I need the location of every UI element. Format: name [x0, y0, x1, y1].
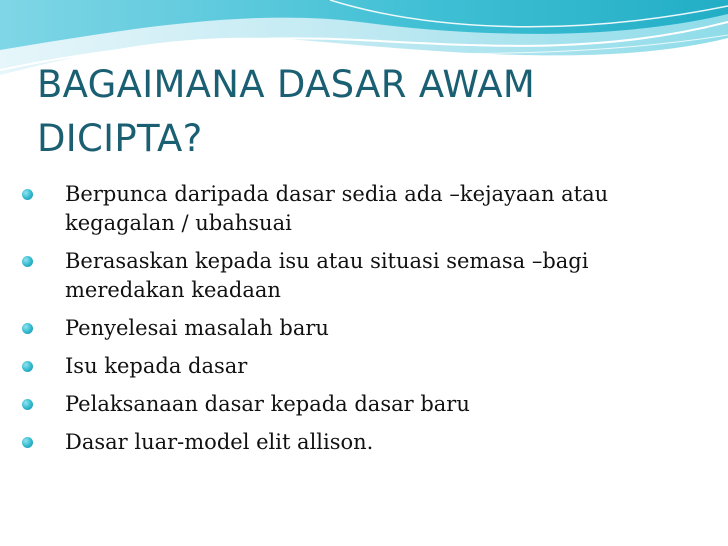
- bullet-dot-icon: [22, 323, 33, 334]
- bullet-item: [20, 390, 660, 419]
- bullet-text: Dasar luar-model elit allison.: [65, 430, 374, 454]
- bullet-dot-icon: [22, 399, 33, 410]
- bullet-dot-icon: [22, 256, 33, 267]
- bullet-text: Pelaksanaan dasar kepada dasar baru: [65, 392, 470, 416]
- bullet-dot-icon: [22, 189, 33, 200]
- bullet-dot-icon: [22, 437, 33, 448]
- bullet-item: [20, 428, 660, 457]
- slide-title: BAGAIMANA DASAR AWAM DICIPTA?: [37, 63, 536, 160]
- bullet-item: [20, 314, 660, 343]
- bullet-text: Berpunca daripada dasar sedia ada –kejayaan atau kegagalan / ubahsuai: [65, 182, 609, 235]
- bullet-dot-icon: [22, 361, 33, 372]
- bullet-text: Berasaskan kepada isu atau situasi semasa –bagi meredakan keadaan: [65, 249, 589, 302]
- bullet-list: [20, 180, 660, 466]
- bullet-item: [20, 352, 660, 381]
- bullet-text: Isu kepada dasar: [65, 354, 248, 378]
- bullet-item: [20, 180, 660, 238]
- bullet-item: [20, 247, 660, 305]
- bullet-text: Penyelesai masalah baru: [65, 316, 329, 340]
